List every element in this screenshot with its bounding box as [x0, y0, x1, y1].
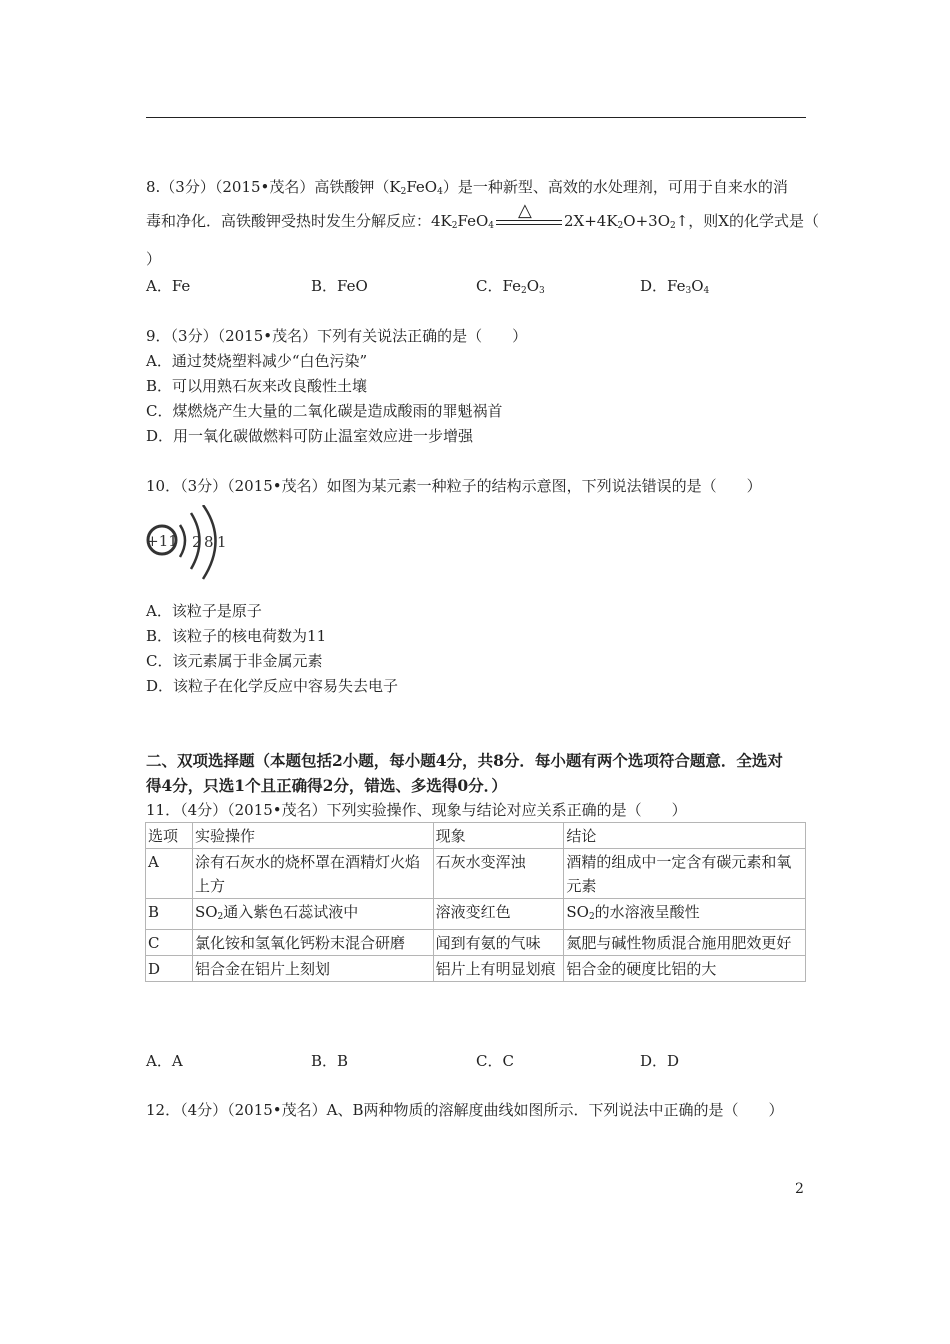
table-header-row	[146, 823, 806, 849]
table-row	[146, 899, 806, 930]
q8-option-d: D．$Fe_3O_4$	[640, 277, 710, 296]
row-a-option: A	[146, 849, 193, 899]
header-operation: 实验操作	[192, 823, 433, 849]
row-c-option: C	[146, 930, 193, 956]
row-a-operation: 涂有石灰水的烧杯罩在酒精灯火焰上方	[192, 849, 433, 899]
q9-stem: 9．（3分）（2015•茂名）下列有关说法正确的是（ ）	[146, 327, 528, 345]
q11-table	[145, 822, 806, 982]
row-d-phenomenon: 铝片上有明显划痕	[433, 956, 564, 982]
q9-option-a: A．通过焚烧塑料减少“白色污染”	[146, 352, 368, 370]
q8-option-b: B．FeO	[311, 277, 368, 295]
q8-option-c: C．$Fe_2O_3$	[476, 277, 545, 296]
table-row	[146, 956, 806, 982]
q10-option-c: C．该元素属于非金属元素	[146, 652, 323, 670]
q9-option-d: D．用一氧化碳做燃料可防止温室效应进一步增强	[146, 427, 474, 445]
q10-stem: 10．（3分）（2015•茂名）如图为某元素一种粒子的结构示意图，下列说法错误的是（ ）	[146, 477, 762, 495]
row-a-phenomenon: 石灰水变浑浊	[433, 849, 564, 899]
shell-2-electrons: 8	[204, 533, 214, 551]
q12-stem: 12．（4分）（2015•茂名）A、B两种物质的溶解度曲线如图所示．下列说法中正确的是（ ）	[146, 1101, 784, 1119]
row-c-conclusion: 氮肥与碱性物质混合施用肥效更好	[564, 930, 806, 956]
q9-option-c: C．煤燃烧产生大量的二氧化碳是造成酸雨的罪魁祸首	[146, 402, 503, 420]
shell-arc-1	[180, 525, 185, 557]
row-b-phenomenon: 溶液变红色	[433, 899, 564, 930]
row-c-phenomenon: 闻到有氨的气味	[433, 930, 564, 956]
q8-stem-line1: 8.（3分）（2015•茂名）高铁酸钾$(K_2FeO_4)$是一种新型、高效的水处理剂，可用于自来水的消	[146, 178, 788, 197]
atomic-structure-diagram	[146, 505, 230, 585]
section-2-heading-line1: 二、双项选择题（本题包括2小题，每小题4分，共8分．每小题有两个选项符合题意．全选对	[146, 751, 783, 770]
q11-stem: 11．（4分）（2015•茂名）下列实验操作、现象与结论对应关系正确的是（ ）	[146, 801, 687, 819]
q11-option-c: C．C	[476, 1052, 514, 1070]
header-option: 选项	[146, 823, 193, 849]
table-row	[146, 930, 806, 956]
row-a-conclusion: 酒精的组成中一定含有碳元素和氧元素	[564, 849, 806, 899]
header-conclusion: 结论	[564, 823, 806, 849]
row-b-operation: $SO_2$通入紫色石蕊试液中	[192, 899, 433, 930]
q10-option-b: B．该粒子的核电荷数为11	[146, 627, 327, 645]
delta-icon: △	[518, 200, 532, 221]
section-2-heading-line2: 得4分，只选1个且正确得2分，错选、多选得0分．）	[146, 776, 507, 795]
page-number: 2	[795, 1181, 804, 1197]
table-row	[146, 849, 806, 899]
row-d-option: D	[146, 956, 193, 982]
q10-option-d: D．该粒子在化学反应中容易失去电子	[146, 677, 399, 695]
q8-stem-line3: ）	[146, 250, 162, 268]
q8-option-a: A．Fe	[146, 277, 191, 295]
header-phenomenon: 现象	[433, 823, 564, 849]
q11-option-d: D．D	[640, 1052, 680, 1070]
q9-option-b: B．可以用熟石灰来改良酸性土壤	[146, 377, 368, 395]
row-c-operation: 氯化铵和氢氧化钙粉末混合研磨	[192, 930, 433, 956]
row-d-operation: 铝合金在铝片上刻划	[192, 956, 433, 982]
q10-option-a: A．该粒子是原子	[146, 602, 262, 620]
q8-stem-line2: 毒和净化．高铁酸钾受热时发生分解反应：$4K_2FeO_4$ △ $2X+4K_2O+3O_2↑$，则X的化学式是（	[146, 200, 819, 231]
row-b-conclusion: $SO_2$的水溶液呈酸性	[564, 899, 806, 930]
shell-3-electrons: 1	[217, 533, 227, 551]
shell-1-electrons: 2	[192, 533, 202, 551]
heat-reaction-arrow	[494, 200, 564, 231]
q11-option-a: A．A	[146, 1052, 183, 1070]
header-rule	[146, 117, 806, 118]
row-d-conclusion: 铝合金的硬度比铝的大	[564, 956, 806, 982]
q11-option-b: B．B	[311, 1052, 349, 1070]
row-b-option: B	[146, 899, 193, 930]
nucleus-charge: +11	[146, 532, 178, 550]
